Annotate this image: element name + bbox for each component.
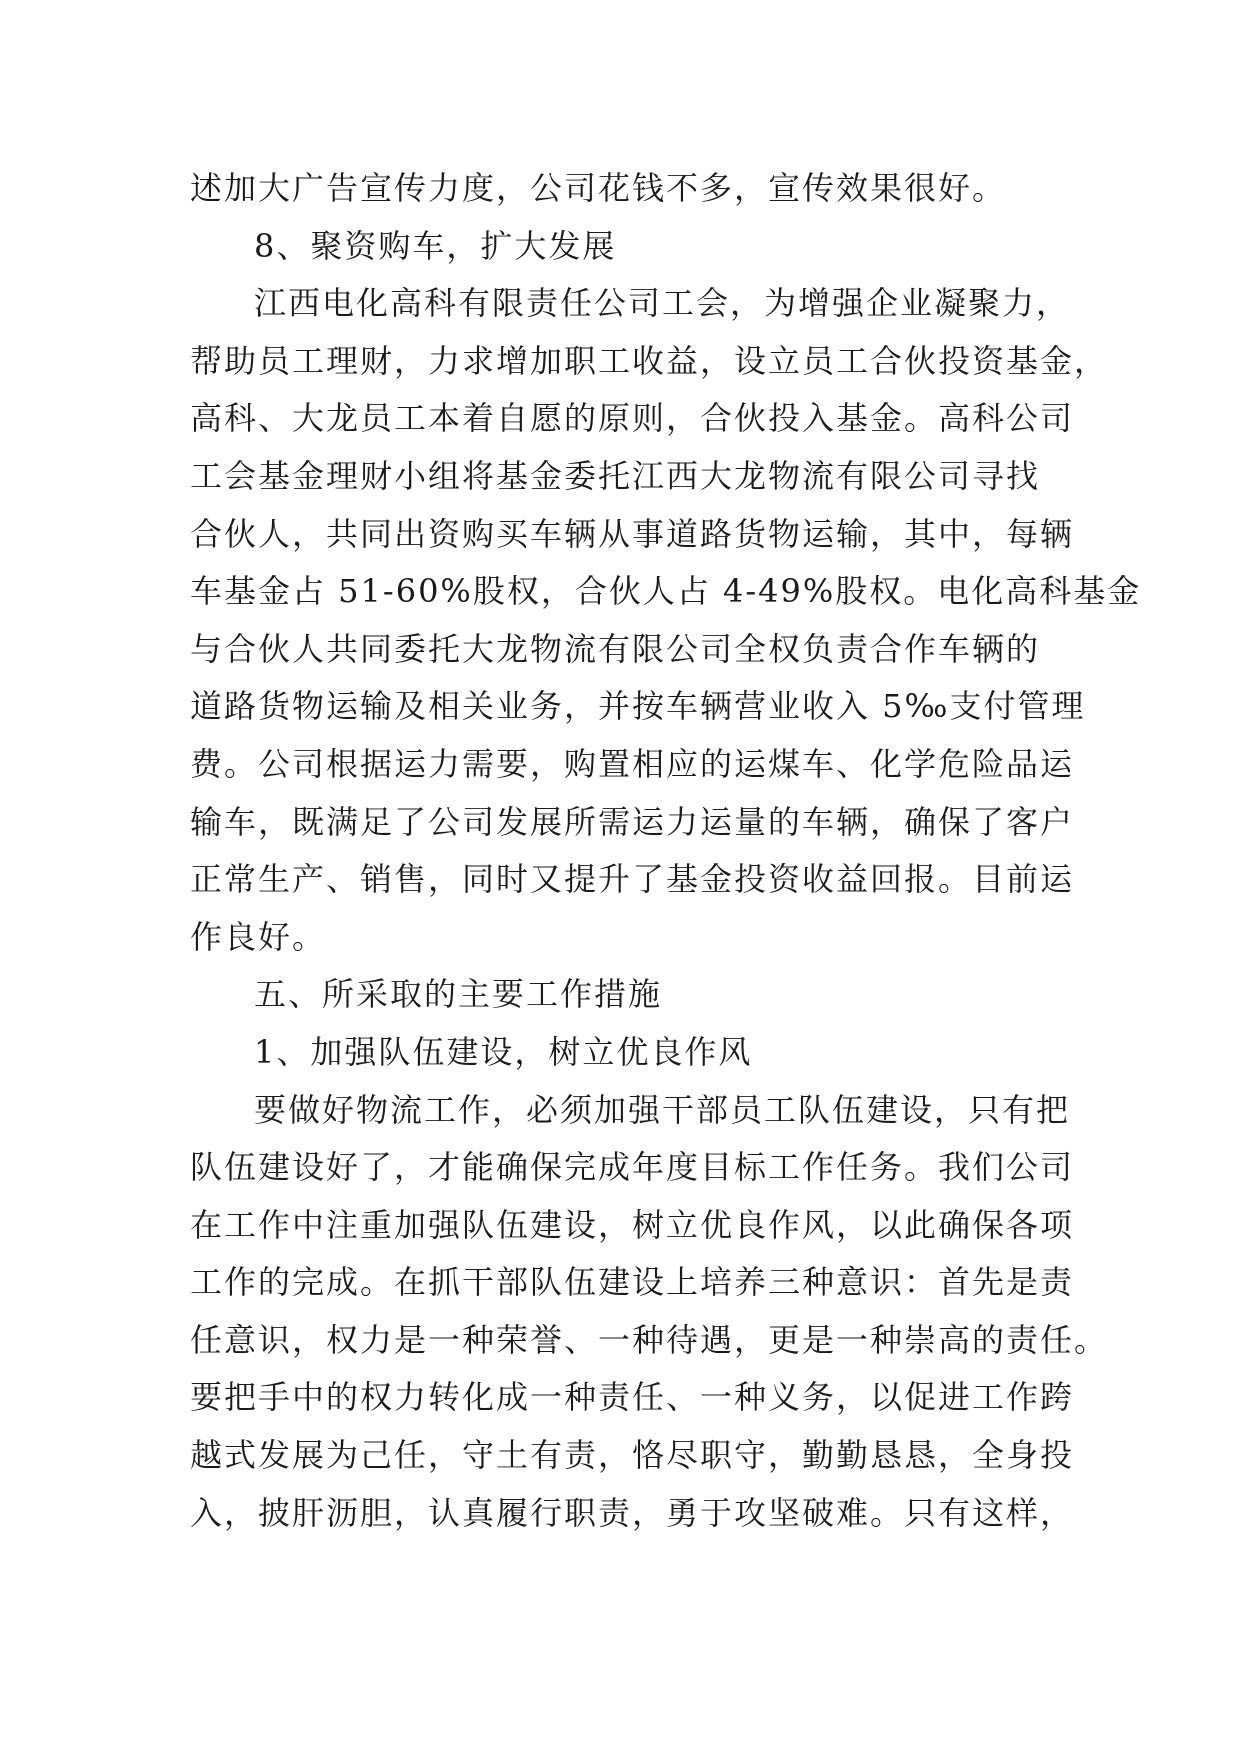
document-body (190, 160, 1142, 1542)
text-line: 8、聚资购车，扩大发展 (254, 226, 617, 265)
text-line: 正常生产、销售，同时又提升了基金投资收益回报。目前运 (190, 860, 1075, 899)
text-line: 要把手中的权力转化成一种责任、一种义务，以促进工作跨 (190, 1378, 1075, 1417)
text-line: 合伙人，共同出资购买车辆从事道路货物运输，其中，每辆 (190, 514, 1075, 553)
text-line: 工会基金理财小组将基金委托江西大龙物流有限公司寻找 (190, 456, 1041, 495)
text-line: 1、加强队伍建设，树立优良作风 (254, 1032, 753, 1071)
text-line: 队伍建设好了，才能确保完成年度目标工作任务。我们公司 (190, 1148, 1075, 1187)
text-line: 作良好。 (190, 917, 327, 956)
text-line: 五、所采取的主要工作措施 (254, 975, 663, 1014)
text-line: 越式发展为己任，守土有责，恪尽职守，勤勤恳恳，全身投 (190, 1436, 1075, 1475)
text-line: 入，披肝沥胆，认真履行职责，勇于攻坚破难。只有这样， (190, 1493, 1075, 1532)
text-line: 江西电化高科有限责任公司工会，为增强企业凝聚力， (254, 284, 1071, 323)
text-line: 工作的完成。在抓干部队伍建设上培养三种意识：首先是责 (190, 1263, 1075, 1302)
text-line: 要做好物流工作，必须加强干部员工队伍建设，只有把 (254, 1090, 1071, 1129)
text-line: 道路货物运输及相关业务，并按车辆营业收入 5‰支付管理 (190, 687, 1086, 726)
text-line: 高科、大龙员工本着自愿的原则，合伙投入基金。高科公司 (190, 399, 1075, 438)
text-line: 任意识，权力是一种荣誉、一种待遇，更是一种崇高的责任。 (190, 1320, 1109, 1359)
text-line: 在工作中注重加强队伍建设，树立优良作风，以此确保各项 (190, 1205, 1075, 1244)
text-line: 车基金占 51-60%股权，合伙人占 4-49%股权。电化高科基金 (190, 572, 1142, 611)
text-line: 与合伙人共同委托大龙物流有限公司全权负责合作车辆的 (190, 629, 1041, 668)
text-line: 输车，既满足了公司发展所需运力运量的车辆，确保了客户 (190, 802, 1075, 841)
text-line: 帮助员工理财，力求增加职工收益，设立员工合伙投资基金， (190, 341, 1109, 380)
text-line: 费。公司根据运力需要，购置相应的运煤车、化学危险品运 (190, 744, 1075, 783)
text-line: 述加大广告宣传力度，公司花钱不多，宣传效果很好。 (190, 169, 1007, 207)
